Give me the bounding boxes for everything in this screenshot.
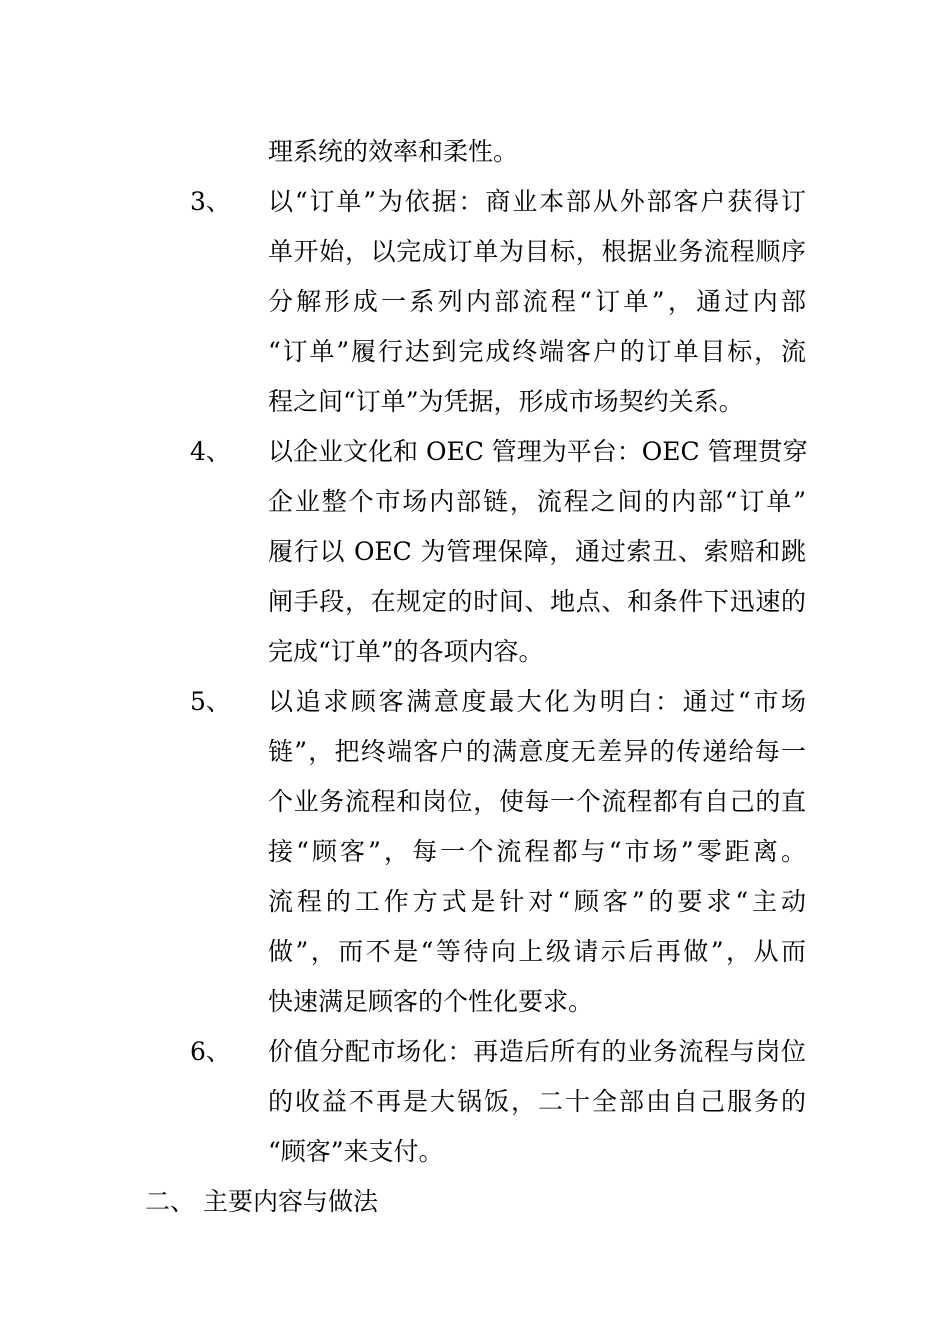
paragraph-line: “订单”履行达到完成终端客户的订单目标，流 (268, 337, 806, 366)
paragraph-line: 履行以 OEC 为管理保障，通过索丑、索赔和跳 (268, 537, 806, 566)
paragraph-line: 完成“订单”的各项内容。 (268, 637, 544, 666)
paragraph-line: 以追求顾客满意度最大化为明白：通过“市场 (268, 687, 806, 716)
paragraph-line: 理系统的效率和柔性。 (268, 137, 519, 166)
paragraph-line: 单开始，以完成订单为目标，根据业务流程顺序 (268, 237, 806, 266)
list-number: 4、 (190, 437, 231, 466)
list-number: 5、 (190, 687, 231, 716)
paragraph-line: 流程的工作方式是针对“顾客”的要求“主动 (268, 887, 806, 916)
list-number: 6、 (190, 1037, 231, 1066)
paragraph-line: 闸手段，在规定的时间、地点、和条件下迅速的 (268, 587, 806, 616)
paragraph-line: 以“订单”为依据：商业本部从外部客户获得订 (268, 187, 806, 216)
paragraph-line: 快速满足顾客的个性化要求。 (268, 987, 594, 1016)
list-number: 3、 (190, 187, 231, 216)
paragraph-line: 企业整个市场内部链，流程之间的内部“订单” (268, 487, 806, 516)
paragraph-line: 链”，把终端客户的满意度无差异的传递给每一 (268, 737, 806, 766)
paragraph-line: 做”，而不是“等待向上级请示后再做”，从而 (268, 937, 806, 966)
paragraph-line: 以企业文化和 OEC 管理为平台：OEC 管理贯穿 (268, 437, 808, 466)
paragraph-line: 程之间“订单”为凭据，形成市场契约关系。 (268, 387, 744, 416)
section-heading: 二、 主要内容与做法 (145, 1187, 378, 1216)
paragraph-line: 分解形成一系列内部流程“订单”，通过内部 (268, 287, 806, 316)
paragraph-line: 价值分配市场化：再造后所有的业务流程与岗位 (268, 1037, 806, 1066)
paragraph-line: 的收益不再是大锅饭，二十全部由自己服务的 (268, 1087, 806, 1116)
paragraph-line: 个业务流程和岗位，使每一个流程都有自己的直 (268, 787, 806, 816)
paragraph-line: 接“顾客”，每一个流程都与“市场”零距离。 (268, 837, 806, 866)
paragraph-line: “顾客”来支付。 (268, 1137, 444, 1166)
